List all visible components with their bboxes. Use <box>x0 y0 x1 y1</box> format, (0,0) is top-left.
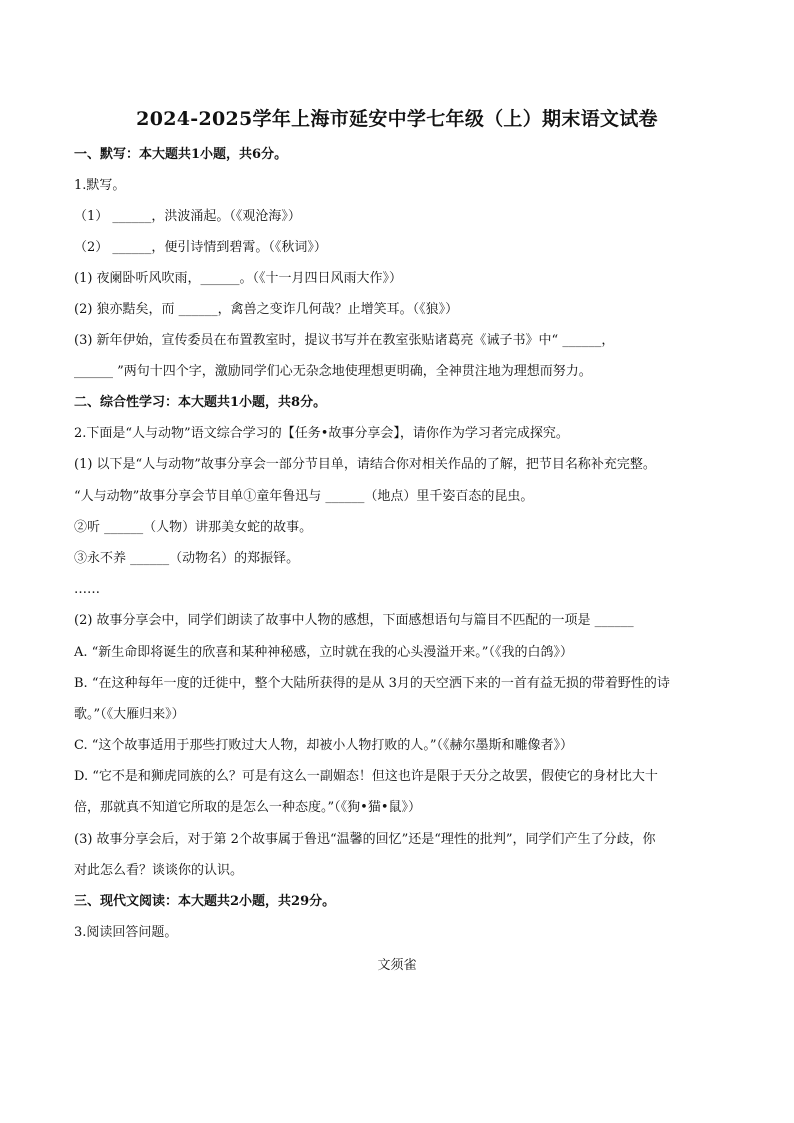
option-a: A. “新生命即将诞生的欣喜和某种神秘感，立时就在我的心头漫溢开来。”（《我的白鸽》） <box>74 645 573 660</box>
program-list-item-3: ③永不养 ______（动物名）的郑振铎。 <box>74 551 300 566</box>
section-1-heading: 一、默写：本大题共1小题，共6分。 <box>74 147 288 162</box>
option-d: D. “它不是和狮虎同族的么？可是有这么一副媚态！但这也许是限于天分之故罢，假使它的身材比大十 <box>74 769 658 784</box>
question-1-item-1: （1） ______，洪波涌起。（《观沧海》） <box>74 209 301 224</box>
question-2-part-3: (3) 故事分享会后，对于第 2个故事属于鲁迅“温馨的回忆”还是“理性的批判”，同学们产生了分歧，你 <box>74 832 656 847</box>
question-3-stem: 3.阅读回答问题。 <box>74 925 178 940</box>
question-2-part-1: (1) 以下是“人与动物”故事分享会一部分节目单，请结合你对相关作品的了解，把节目名称补充完整。 <box>74 457 656 472</box>
option-b-cont: 歌。”（《大雁归来》） <box>74 707 185 722</box>
question-1-item-4: (2) 狼亦黠矣，而 ______，禽兽之变诈几何哉？止增笑耳。（《狼》） <box>74 302 459 317</box>
option-c: C. “这个故事适用于那些打败过大人物，却被小人物打败的人。”（《赫尔墨斯和雕像者》） <box>74 738 574 753</box>
question-1-item-2: （2） ______，便引诗情到碧霄。（《秋词》） <box>74 240 327 255</box>
question-2-part-2: (2) 故事分享会中，同学们朗读了故事中人物的感想，下面感想语句与篇目不匹配的一项是 ______ <box>74 613 634 628</box>
section-3-heading: 三、现代文阅读：本大题共2小题，共29分。 <box>74 894 336 909</box>
question-1-stem: 1.默写。 <box>74 178 126 193</box>
question-2-stem: 2.下面是“人与动物”语文综合学习的【任务•故事分享会】，请你作为学习者完成探究。 <box>74 426 569 441</box>
program-list-item-1: “人与动物”故事分享会节目单①童年鲁迅与 ______（地点）里千姿百态的昆虫。 <box>74 489 534 504</box>
article-title: 文须雀 <box>377 958 417 973</box>
question-1-item-5: (3) 新年伊始，宣传委员在布置教室时，提议书写并在教室张贴诸葛亮《诫子书》中“ ______， <box>74 333 615 348</box>
program-list-item-2: ②听 ______（人物）讲那美女蛇的故事。 <box>74 520 313 535</box>
question-1-item-5-cont: ______ ”两句十四个字，激励同学们心无杂念地使理想更明确，全神贯注地为理想而努力。 <box>74 364 592 379</box>
question-2-part-3-cont: 对此怎么看？谈谈你的认识。 <box>74 863 244 878</box>
ellipsis: …… <box>74 582 100 597</box>
section-2-heading: 二、综合性学习：本大题共1小题，共8分。 <box>74 395 327 410</box>
option-d-cont: 倍，那就真不知道它所取的是怎么一种态度。”（《狗•猫•鼠》） <box>74 800 421 815</box>
page-title: 2024-2025学年上海市延安中学七年级（上）期末语文试卷 <box>136 108 658 130</box>
option-b: B. “在这种每年一度的迁徙中，整个大陆所获得的是从 3月的天空洒下来的一首有益无损的带着野性的诗 <box>74 676 670 691</box>
question-1-item-3: (1) 夜阑卧听风吹雨，______。（《十一月四日风雨大作》） <box>74 271 403 286</box>
